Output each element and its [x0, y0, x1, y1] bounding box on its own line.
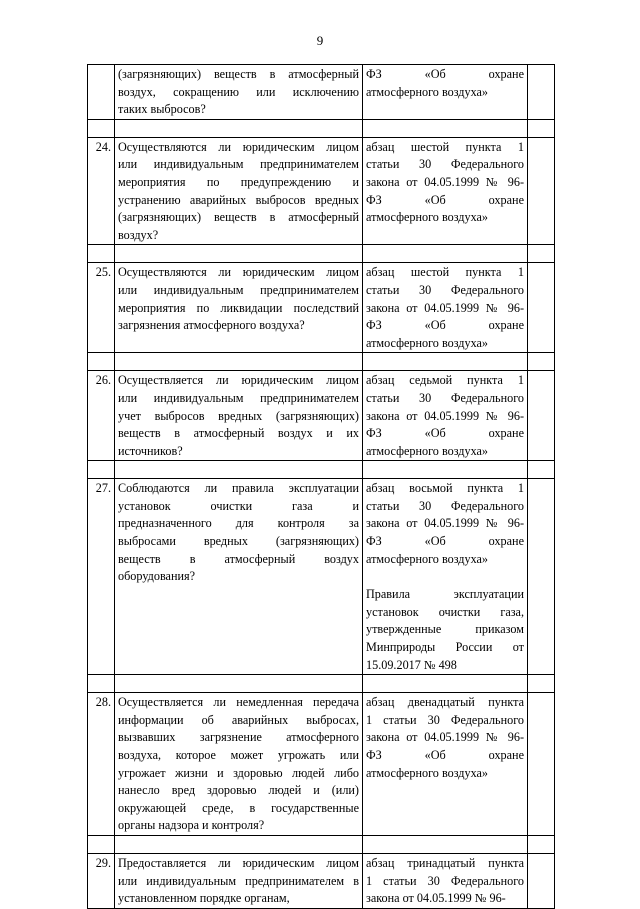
spacer-cell [88, 245, 115, 263]
row-number: 27. [88, 479, 115, 675]
reference-line: статьи 30 Федерального [366, 498, 524, 513]
spacer-cell [88, 119, 115, 137]
spacer-cell [528, 675, 555, 693]
reference-line: ФЗ «Об охране [366, 318, 524, 333]
row-spacer [88, 675, 555, 693]
checklist-table-body [88, 65, 555, 909]
reference-line: атмосферного воздуха» [366, 443, 489, 458]
reference-line: абзац тринадцатый пункта [366, 855, 524, 870]
reference-line: 1 статьи 30 Федерального [366, 712, 524, 727]
reference-gap [366, 568, 524, 586]
question-line: или индивидуальным предпринимателем в [118, 873, 359, 888]
reference-extra-line: установок очистки газа, [366, 604, 524, 619]
reference-extra-line: Минприроды России от [366, 640, 524, 655]
reference-line: абзац восьмой пункта 1 [366, 481, 524, 496]
checklist-table [87, 64, 555, 909]
question-line: или индивидуальным предпринимателем [118, 390, 359, 405]
answer-cell [528, 853, 555, 908]
spacer-cell [115, 461, 363, 479]
row-number: 28. [88, 693, 115, 836]
spacer-cell [363, 675, 528, 693]
reference-extra-line: утвержденные приказом [366, 622, 524, 637]
spacer-cell [88, 353, 115, 371]
reference-line: ФЗ «Об охране [366, 67, 524, 81]
spacer-cell [88, 461, 115, 479]
question-line: органы надзора и контроля? [118, 818, 265, 833]
spacer-cell [363, 461, 528, 479]
row-number [88, 65, 115, 120]
spacer-cell [363, 119, 528, 137]
spacer-cell [115, 119, 363, 137]
question-line: или индивидуальным предпринимателем [118, 282, 359, 297]
row-spacer [88, 353, 555, 371]
question-line: источников? [118, 443, 183, 458]
reference-line: ФЗ «Об охране [366, 426, 524, 441]
reference-line: атмосферного воздуха» [366, 210, 489, 225]
question-line: информации об аварийных выбросах, [118, 712, 359, 727]
question-line: установок очистки газа и [118, 498, 359, 513]
reference-line: ФЗ «Об охране [366, 748, 524, 762]
question-line: Соблюдаются ли правила эксплуатации [118, 481, 359, 496]
reference-line: абзац шестой пункта 1 [366, 139, 524, 154]
spacer-cell [528, 353, 555, 371]
reference-cell [363, 263, 528, 353]
reference-line: атмосферного воздуха» [366, 551, 489, 566]
question-line: устранению аварийных выбросов вредных [118, 192, 359, 207]
table-row [88, 65, 555, 120]
spacer-cell [115, 353, 363, 371]
question-line: Осуществляется ли юридическим лицом [118, 373, 359, 388]
question-line: нанесло вред здоровью людей и (или) [118, 783, 359, 798]
table-row [88, 371, 555, 461]
reference-line: ФЗ «Об охране [366, 192, 524, 207]
reference-line: ФЗ «Об охране [366, 534, 524, 549]
answer-cell [528, 137, 555, 245]
question-line: воздух? [118, 227, 159, 242]
spacer-cell [115, 835, 363, 853]
question-cell [115, 371, 363, 461]
reference-line: атмосферного воздуха» [366, 765, 489, 780]
question-line: предназначенного для контроля за [118, 516, 359, 531]
question-line: или индивидуальным предпринимателем [118, 157, 359, 172]
question-line: таких выбросов? [118, 102, 206, 117]
question-line: Осуществляются ли юридическим лицом [118, 139, 359, 154]
page-number: 9 [316, 33, 324, 48]
row-number: 24. [88, 137, 115, 245]
reference-extra-line: Правила эксплуатации [366, 587, 524, 602]
question-line: (загрязняющих) веществ в атмосферный [118, 67, 359, 81]
answer-cell [528, 693, 555, 836]
question-line: угрожает жизни и здоровью людей либо [118, 765, 359, 780]
spacer-cell [363, 245, 528, 263]
question-cell [115, 263, 363, 353]
spacer-cell [528, 461, 555, 479]
reference-cell [363, 137, 528, 245]
table-row [88, 853, 555, 908]
question-line: воздух, сокращению или исключению [118, 84, 359, 99]
question-line: Предоставляется ли юридическим лицом [118, 855, 359, 870]
reference-cell [363, 371, 528, 461]
spacer-cell [88, 835, 115, 853]
reference-line: абзац шестой пункта 1 [366, 265, 524, 280]
reference-line: абзац двенадцатый пункта [366, 695, 524, 710]
reference-cell [363, 65, 528, 120]
question-line: веществ в атмосферный воздух и их [118, 426, 359, 441]
spacer-cell [363, 353, 528, 371]
table-row [88, 137, 555, 245]
spacer-cell [363, 835, 528, 853]
question-line: (загрязняющих) веществ в атмосферный [118, 210, 359, 225]
reference-line: закона от 04.05.1999 № 96- [366, 174, 524, 189]
question-line: веществ в атмосферный воздух [118, 551, 359, 566]
reference-line: закона от 04.05.1999 № 96- [366, 891, 506, 906]
question-cell [115, 479, 363, 675]
question-line: выбросами вредных (загрязняющих) [118, 534, 359, 549]
row-spacer [88, 119, 555, 137]
question-cell [115, 137, 363, 245]
reference-line: атмосферного воздуха» [366, 335, 489, 350]
row-spacer [88, 245, 555, 263]
row-number: 29. [88, 853, 115, 908]
spacer-cell [528, 119, 555, 137]
question-line: установленном порядке органам, [118, 891, 290, 906]
reference-line: статьи 30 Федерального [366, 282, 524, 297]
table-row [88, 479, 555, 675]
reference-line: закона от 04.05.1999 № 96- [366, 408, 524, 423]
reference-line: 1 статьи 30 Федерального [366, 873, 524, 888]
question-line: оборудования? [118, 569, 196, 584]
row-number: 25. [88, 263, 115, 353]
reference-line: статьи 30 Федерального [366, 390, 524, 405]
table-row [88, 693, 555, 836]
question-line: окружающей среде, в государственные [118, 800, 359, 815]
answer-cell [528, 371, 555, 461]
spacer-cell [88, 675, 115, 693]
reference-line: закона от 04.05.1999 № 96- [366, 516, 524, 531]
question-line: учет выбросов вредных (загрязняющих) [118, 408, 359, 423]
reference-line: закона от 04.05.1999 № 96- [366, 300, 524, 315]
spacer-cell [115, 245, 363, 263]
question-line: мероприятия по ликвидации последствий [118, 300, 359, 315]
answer-cell [528, 263, 555, 353]
question-cell [115, 65, 363, 120]
row-number: 26. [88, 371, 115, 461]
spacer-cell [115, 675, 363, 693]
question-line: воздуха, которое может угрожать или [118, 748, 359, 762]
reference-line: абзац седьмой пункта 1 [366, 373, 524, 388]
reference-extra-line: 15.09.2017 № 498 [366, 657, 457, 672]
table-row [88, 263, 555, 353]
question-cell [115, 693, 363, 836]
spacer-cell [528, 835, 555, 853]
question-line: Осуществляются ли юридическим лицом [118, 265, 359, 280]
reference-line: закона от 04.05.1999 № 96- [366, 730, 524, 745]
reference-cell [363, 693, 528, 836]
question-line: вызвавших загрязнение атмосферного [118, 730, 359, 745]
reference-line: статьи 30 Федерального [366, 157, 524, 172]
question-line: мероприятия по предупреждению и [118, 174, 359, 189]
reference-line: атмосферного воздуха» [366, 84, 489, 99]
reference-cell [363, 853, 528, 908]
reference-cell [363, 479, 528, 675]
answer-cell [528, 479, 555, 675]
row-spacer [88, 461, 555, 479]
row-spacer [88, 835, 555, 853]
spacer-cell [528, 245, 555, 263]
question-cell [115, 853, 363, 908]
answer-cell [528, 65, 555, 120]
question-line: Осуществляется ли немедленная передача [118, 695, 359, 710]
question-line: загрязнения атмосферного воздуха? [118, 318, 305, 333]
